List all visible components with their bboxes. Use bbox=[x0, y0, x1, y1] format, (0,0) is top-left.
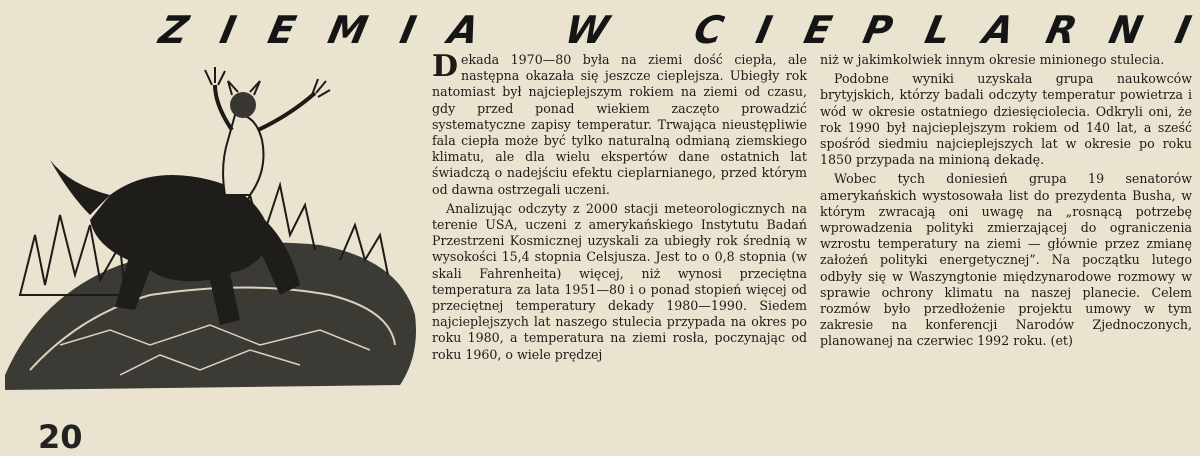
title-letter: E bbox=[799, 8, 836, 52]
title-letter: I bbox=[752, 8, 776, 52]
devil-horse-illustration bbox=[0, 45, 420, 415]
title-letter: I bbox=[1171, 8, 1195, 52]
title-letter: W bbox=[560, 8, 613, 52]
title-letter: Z bbox=[155, 8, 193, 52]
drop-cap: D bbox=[432, 49, 459, 84]
title-letter: C bbox=[690, 8, 728, 52]
title-letter: A bbox=[979, 8, 1019, 52]
title-letter: I bbox=[395, 8, 420, 52]
title-letter: N bbox=[1105, 8, 1147, 52]
title-letter: P bbox=[859, 8, 897, 52]
title-letter: E bbox=[264, 8, 300, 52]
paragraph: niż w jakimkolwiek innym okresie minionego stulecia. bbox=[820, 52, 1165, 67]
paragraph: Wobec tych doniesień grupa 19 senatorów amerykańskich wystosowała list do prezydenta Busha, w którym zwracają oni uwagę na „rosnącą potrzebę wprowadzenia polityki zmierzającej do ograniczenia wzrostu temperatury na ziemi — głównie przez zmianę założeń polityki energetycznej”. Na początku lutego odbyły się w Waszyngtonie międzynarodowe rozmowy w sprawie ochrony klimatu na naszej planecie. Celem rozmów było przedłożenie projektu umowy w tym zakresie na konferencji Narodów Zjednoczonych, planowanej na czerwiec 1992 roku. (et) bbox=[820, 171, 1192, 349]
paragraph-text: ekada 1970—80 była na ziemi dość ciepła, ale następna okazała się jeszcze cieplejsza. Ubiegły rok natomiast był najcieplejszym rokiem na ziemi od czasu, gdy przed ponad wiekiem zaczęto prowadzić systematyczne zapisy temperatur. Trwająca nieustępliwie fala ciepła może być tylko naturalną odmianą ziemskiego klimatu, ale dla wielu ekspertów dane ostatnich lat świadczą o nadejściu efektu cieplarnianego, przed którym od dawna ostrzegali uczeni. bbox=[432, 52, 807, 197]
title-letter: I bbox=[216, 8, 241, 52]
title-letter: M bbox=[324, 8, 372, 52]
paragraph: Podobne wyniki uzyskała grupa naukowców brytyjskich, którzy badali odczyty temperatur powietrza i wód w okresie ostatniego dziesięciolecia. Odkryli oni, że rok 1990 był najcieplejszym rokiem od 140 lat, a sześć spośród siedmiu najcieplejszych lat w okresie po roku 1850 przypada na minioną dekadę. bbox=[820, 71, 1192, 168]
article-column-1 bbox=[432, 49, 807, 363]
title-letter: L bbox=[921, 8, 955, 52]
article-column-2 bbox=[820, 52, 1192, 350]
paragraph bbox=[432, 49, 807, 198]
paragraph: Analizując odczyty z 2000 stacji meteorologicznych na terenie USA, uczeni z amerykańskiego Instytutu Badań Przestrzeni Kosmicznej uzyskali za ubiegły rok średnią w wysokości 15,4 stopnia Celsjusza. Jest to o 0,8 stopnia (w skali Fahrenheita) więcej, niż wynosi przeciętna temperatura za lata 1951—80 i o ponad stopień więcej od przeciętnej temperatury dekady 1980—1990. Siedem najcieplejszych lat naszego stulecia przypada na okres po roku 1980, a temperatura na ziemi rosła, poczynając od roku 1960, o wiele prędzej bbox=[432, 200, 807, 362]
page-number: 20 bbox=[38, 418, 83, 456]
article-title bbox=[155, 8, 1195, 52]
title-letter: A bbox=[443, 8, 483, 52]
title-letter: R bbox=[1042, 8, 1082, 52]
